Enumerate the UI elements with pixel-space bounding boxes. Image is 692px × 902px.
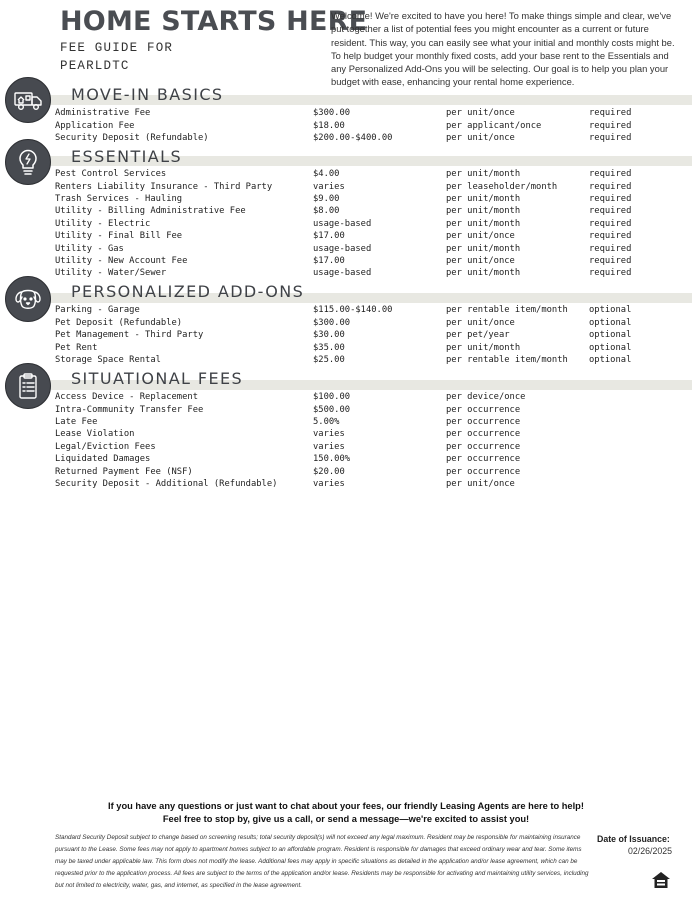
fee-row bbox=[0, 429, 692, 441]
issuance-label: Date of Issuance: bbox=[597, 834, 670, 844]
fee-amount: $25.00 bbox=[313, 355, 345, 365]
fee-amount: $8.00 bbox=[313, 206, 340, 216]
fee-amount: $35.00 bbox=[313, 342, 345, 353]
fee-requirement: required bbox=[589, 132, 632, 143]
fee-frequency: per unit/month bbox=[446, 342, 521, 353]
issuance-date: 02/26/2025 bbox=[628, 846, 673, 856]
fee-name: Utility - Billing Administrative Fee bbox=[55, 206, 246, 216]
section-title: ESSENTIALS bbox=[71, 147, 183, 166]
fee-row bbox=[0, 244, 692, 256]
fee-frequency: per pet/year bbox=[446, 330, 510, 340]
fee-name: Parking - Garage bbox=[55, 305, 140, 315]
fee-requirement: optional bbox=[589, 318, 632, 328]
fee-name: Intra-Community Transfer Fee bbox=[55, 404, 204, 415]
fee-amount: usage-based bbox=[313, 218, 372, 229]
fee-frequency: per applicant/once bbox=[446, 120, 542, 131]
fee-requirement: required bbox=[589, 108, 632, 118]
contact-message-line1: If you have any questions or just want to chat about your fees, our friendly Leasing Agents are here to help! bbox=[108, 801, 584, 811]
fee-name: Utility - New Account Fee bbox=[55, 255, 188, 266]
fee-frequency: per unit/once bbox=[446, 132, 515, 143]
fee-row bbox=[0, 231, 692, 243]
section-title: MOVE-IN BASICS bbox=[71, 85, 224, 104]
fee-requirement: optional bbox=[589, 355, 632, 365]
fee-row bbox=[0, 330, 692, 342]
fee-frequency: per unit/month bbox=[446, 206, 521, 216]
fee-frequency: per rentable item/month bbox=[446, 355, 568, 365]
subtitle-property-name: PEARLDTC bbox=[60, 59, 130, 73]
fee-amount: $300.00 bbox=[313, 108, 351, 118]
fee-name: Storage Space Rental bbox=[55, 355, 161, 365]
fee-frequency: per unit/once bbox=[446, 231, 515, 241]
fee-row bbox=[0, 182, 692, 194]
fee-row bbox=[0, 318, 692, 330]
fee-name: Lease Violation bbox=[55, 429, 135, 439]
fee-frequency: per unit/month bbox=[446, 193, 521, 204]
fee-row bbox=[0, 206, 692, 218]
fee-row bbox=[0, 405, 692, 417]
fee-name: Application Fee bbox=[55, 120, 135, 131]
fee-row bbox=[0, 417, 692, 429]
fee-requirement: optional bbox=[589, 330, 632, 340]
fee-requirement: required bbox=[589, 169, 632, 179]
section-title: PERSONALIZED ADD-ONS bbox=[71, 282, 305, 301]
fee-amount: usage-based bbox=[313, 268, 372, 278]
intro-paragraph: Welcome! We're excited to have you here! To make things simple and clear, we've put together a list of potential fees you might encounter as a current or future resident. This way, you can easily see what your initial and monthly costs might be. To help budget your monthly fixed costs, add your base rent to the Essentials and any Personalized Add-Ons you will be selecting. Our goal is to help you plan your budget with ease, enhancing your rental home experience. bbox=[331, 10, 675, 88]
fee-amount: $18.00 bbox=[313, 120, 345, 131]
fee-name: Trash Services - Hauling bbox=[55, 193, 183, 204]
section-title: SITUATIONAL FEES bbox=[71, 369, 244, 388]
fee-name: Pest Control Services bbox=[55, 169, 167, 179]
fee-amount: 150.00% bbox=[313, 454, 351, 464]
fee-frequency: per device/once bbox=[446, 392, 526, 402]
fee-name: Utility - Final Bill Fee bbox=[55, 231, 183, 241]
fee-name: Pet Management - Third Party bbox=[55, 330, 204, 340]
fee-row bbox=[0, 343, 692, 355]
equal-housing-opportunity-icon bbox=[651, 871, 671, 890]
fee-row bbox=[0, 442, 692, 454]
fine-print: Standard Security Deposit subject to change based on screening results; total security deposit(s) will not exceed any legal maximum. Resident may be responsible for maintaining insurance pursuant to the Lease. Some fees may not apply to apartment homes subject to an affordable program. Resident is responsible for damages that exceed ordinary wear and tear. Some items may be taxed under applicable law. This form does not modify the lease. Additional fees may apply in specific situations as detailed in the application and/or lease agreement, which can be requested prior to the application process. All fees are subject to the terms of the application and/or lease. Residents may be responsible for activating and maintaining utility services, including but not limited to electricity, water, gas, and internet, as specified in the lease agreement. bbox=[55, 834, 589, 890]
fee-row bbox=[0, 454, 692, 466]
fee-amount: $4.00 bbox=[313, 169, 340, 179]
fee-name: Pet Rent bbox=[55, 342, 98, 353]
fee-requirement: required bbox=[589, 255, 632, 266]
fee-requirement: required bbox=[589, 243, 632, 254]
fee-frequency: per unit/once bbox=[446, 108, 515, 118]
fee-row bbox=[0, 268, 692, 280]
fee-requirement: required bbox=[589, 193, 632, 204]
fee-frequency: per occurrence bbox=[446, 466, 521, 477]
fee-row bbox=[0, 219, 692, 231]
fee-row bbox=[0, 121, 692, 133]
fee-amount: $20.00 bbox=[313, 466, 345, 477]
fee-requirement: required bbox=[589, 218, 632, 229]
fee-row bbox=[0, 305, 692, 317]
fee-frequency: per occurrence bbox=[446, 441, 521, 452]
fee-name: Pet Deposit (Refundable) bbox=[55, 318, 183, 328]
fee-amount: $100.00 bbox=[313, 392, 351, 402]
fee-amount: varies bbox=[313, 429, 345, 439]
fee-requirement: required bbox=[589, 268, 632, 278]
fee-requirement: required bbox=[589, 231, 632, 241]
fee-row bbox=[0, 133, 692, 145]
fee-row bbox=[0, 467, 692, 479]
fee-name: Returned Payment Fee (NSF) bbox=[55, 466, 193, 477]
fee-amount: $115.00-$140.00 bbox=[313, 305, 393, 315]
fee-row bbox=[0, 108, 692, 120]
fee-amount: $9.00 bbox=[313, 193, 340, 204]
fee-amount: $30.00 bbox=[313, 330, 345, 340]
fee-amount: $17.00 bbox=[313, 231, 345, 241]
fee-name: Administrative Fee bbox=[55, 108, 151, 118]
fee-row bbox=[0, 392, 692, 404]
fee-frequency: per rentable item/month bbox=[446, 305, 568, 315]
fee-row bbox=[0, 355, 692, 367]
fee-requirement: required bbox=[589, 206, 632, 216]
fee-amount: $300.00 bbox=[313, 318, 351, 328]
fee-name: Utility - Water/Sewer bbox=[55, 268, 167, 278]
fee-frequency: per occurrence bbox=[446, 454, 521, 464]
contact-message-line2: Feel free to stop by, give us a call, or send a message—we're excited to assist you! bbox=[162, 814, 530, 824]
fee-row bbox=[0, 194, 692, 206]
fee-requirement: required bbox=[589, 181, 632, 192]
page-title: HOME STARTS HERE bbox=[60, 6, 368, 37]
fee-name: Utility - Gas bbox=[55, 243, 124, 254]
fee-name: Liquidated Damages bbox=[55, 454, 151, 464]
fee-name: Renters Liability Insurance - Third Party bbox=[55, 181, 273, 192]
fee-frequency: per unit/month bbox=[446, 218, 521, 229]
fee-amount: $500.00 bbox=[313, 404, 351, 415]
fee-name: Utility - Electric bbox=[55, 218, 151, 229]
fee-amount: $17.00 bbox=[313, 255, 345, 266]
fee-frequency: per occurrence bbox=[446, 417, 521, 427]
fee-amount: $200.00-$400.00 bbox=[313, 132, 393, 143]
fee-requirement: optional bbox=[589, 305, 632, 315]
fee-frequency: per occurrence bbox=[446, 429, 521, 439]
subtitle-fee-guide: FEE GUIDE FOR bbox=[60, 41, 174, 55]
fee-frequency: per unit/once bbox=[446, 479, 515, 489]
fee-amount: varies bbox=[313, 441, 345, 452]
fee-frequency: per unit/month bbox=[446, 243, 521, 254]
fee-amount: varies bbox=[313, 479, 345, 489]
fee-frequency: per unit/month bbox=[446, 268, 521, 278]
fee-name: Late Fee bbox=[55, 417, 98, 427]
fee-requirement: optional bbox=[589, 342, 632, 353]
fee-amount: 5.00% bbox=[313, 417, 340, 427]
fee-amount: usage-based bbox=[313, 243, 372, 254]
fee-row bbox=[0, 256, 692, 268]
fee-name: Security Deposit (Refundable) bbox=[55, 132, 209, 143]
fee-amount: varies bbox=[313, 181, 345, 192]
fee-frequency: per unit/month bbox=[446, 169, 521, 179]
fee-row bbox=[0, 169, 692, 181]
fee-frequency: per unit/once bbox=[446, 255, 515, 266]
fee-name: Legal/Eviction Fees bbox=[55, 441, 156, 452]
fee-name: Access Device - Replacement bbox=[55, 392, 198, 402]
fee-frequency: per occurrence bbox=[446, 404, 521, 415]
fee-frequency: per leaseholder/month bbox=[446, 181, 558, 192]
fee-row bbox=[0, 479, 692, 491]
fee-requirement: required bbox=[589, 120, 632, 131]
fee-name: Security Deposit - Additional (Refundable) bbox=[55, 479, 278, 489]
fee-frequency: per unit/once bbox=[446, 318, 515, 328]
